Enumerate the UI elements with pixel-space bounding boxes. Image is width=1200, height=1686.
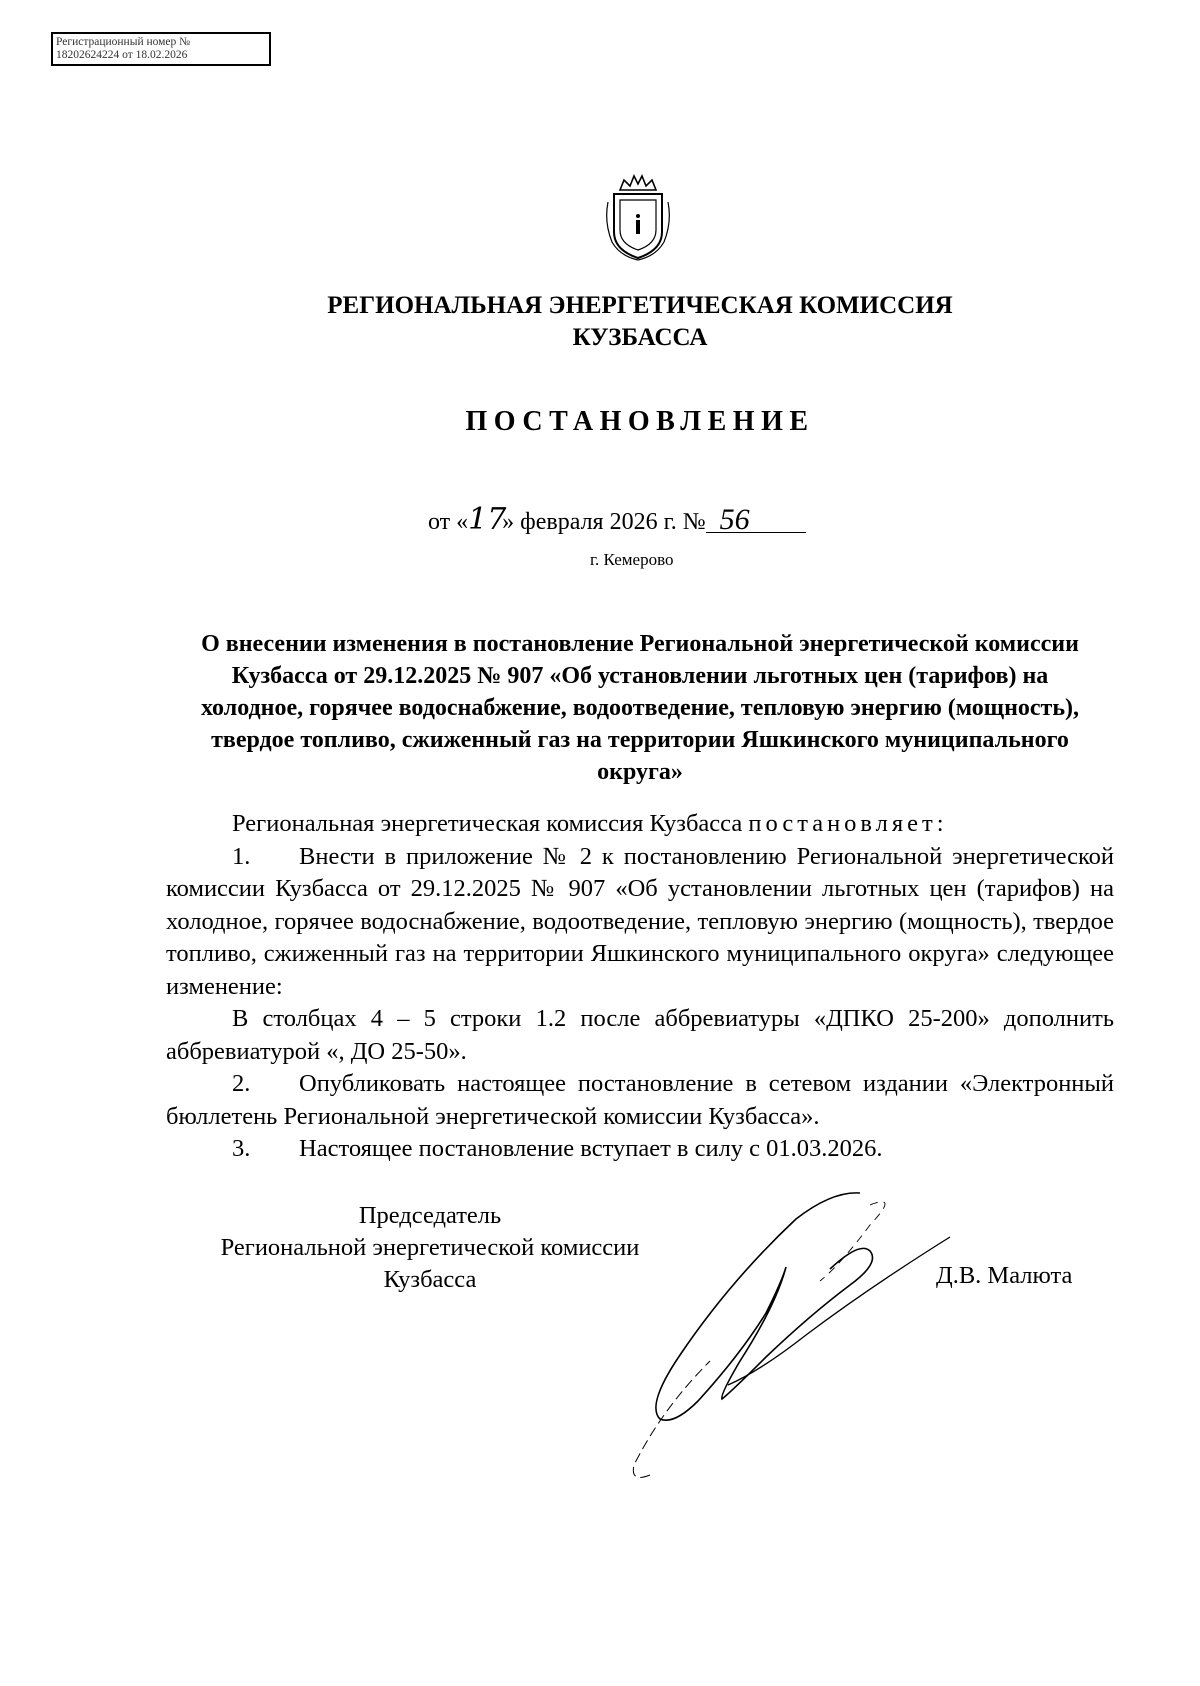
- signer-name: Д.В. Малюта: [936, 1262, 1073, 1289]
- document-body: [166, 808, 1114, 1166]
- item1-number: 1.: [232, 842, 251, 870]
- organization-title-line1: РЕГИОНАЛЬНАЯ ЭНЕРГЕТИЧЕСКАЯ КОМИССИЯ: [327, 292, 953, 319]
- item1-paragraph: [166, 841, 1114, 1004]
- list-item: [166, 841, 1114, 1004]
- signer-position-line1: Председатель: [358, 1202, 502, 1229]
- item3-number: 3.: [232, 1135, 251, 1162]
- kuzbass-coat-of-arms-icon: [598, 172, 678, 262]
- date-day-handwritten: 17: [468, 502, 507, 537]
- registration-label: Регистрационный номер №: [56, 36, 191, 48]
- item1-text: Внести в приложение № 2 к постановлению Региональной энергетической комиссии Кузбасса от 29.12.2025 № 907 «Об установлении льготных цен (тарифов) на холодное, горячее водоснабжение, водоотведение, тепловую энергию (мощность), твердое топливо, сжиженный газ на территории Яшкинского муниципального округа» следующее изменение:: [166, 842, 1114, 1000]
- body-intro: [166, 808, 1114, 841]
- document-subject: О внесении изменения в постановление Региональной энергетической комиссии Кузбасса от 29.12.2025 № 907 «Об установлении льготных цен (тарифов) на холодное, горячее водоснабжение, водоотведение, тепловую энергию (мощность), твердое топливо, сжиженный газ на территории Яшкинского муниципального округа»: [200, 631, 1080, 785]
- item1-change: В столбцах 4 – 5 строки 1.2 после аббревиатуры «ДПКО 25-200» дополнить аббревиатурой «, ДО 25-50».: [166, 1005, 1114, 1065]
- item2-text: Опубликовать настоящее постановление в сетевом издании «Электронный бюллетень Региональной энергетической комиссии Кузбасса».: [166, 1070, 1114, 1130]
- organization-title: [200, 290, 1080, 354]
- body-intro-text: Региональная энергетическая комиссия Кузбасса: [232, 810, 749, 837]
- handwritten-signature: [570, 1185, 1020, 1485]
- signer-position-line3: Кузбасса: [383, 1266, 477, 1293]
- item3-text: Настоящее постановление вступает в силу с 01.03.2026.: [299, 1135, 883, 1162]
- registration-number: 18202624224 от 18.02.2026: [56, 49, 188, 61]
- date-prefix: от «: [428, 509, 469, 535]
- registration-stamp: [51, 32, 271, 66]
- signer-position-line2: Региональной энергетической комиссии: [220, 1234, 640, 1261]
- document-city: г. Кемерово: [590, 550, 674, 569]
- item2-paragraph: [166, 1068, 1114, 1133]
- organization-title-line2: КУЗБАССА: [572, 324, 708, 351]
- body-intro-decision: постановляет:: [748, 810, 948, 837]
- item3-paragraph: [166, 1133, 1114, 1166]
- item2-number: 2.: [232, 1070, 251, 1097]
- document-date-number: [428, 502, 806, 537]
- list-item: [166, 1133, 1114, 1166]
- document-number-handwritten: 56: [706, 508, 806, 533]
- list-item: [166, 1068, 1114, 1133]
- document-type: ПОСТАНОВЛЕНИЕ: [465, 406, 815, 437]
- date-month-year: » февраля 2026 г. №: [502, 509, 706, 535]
